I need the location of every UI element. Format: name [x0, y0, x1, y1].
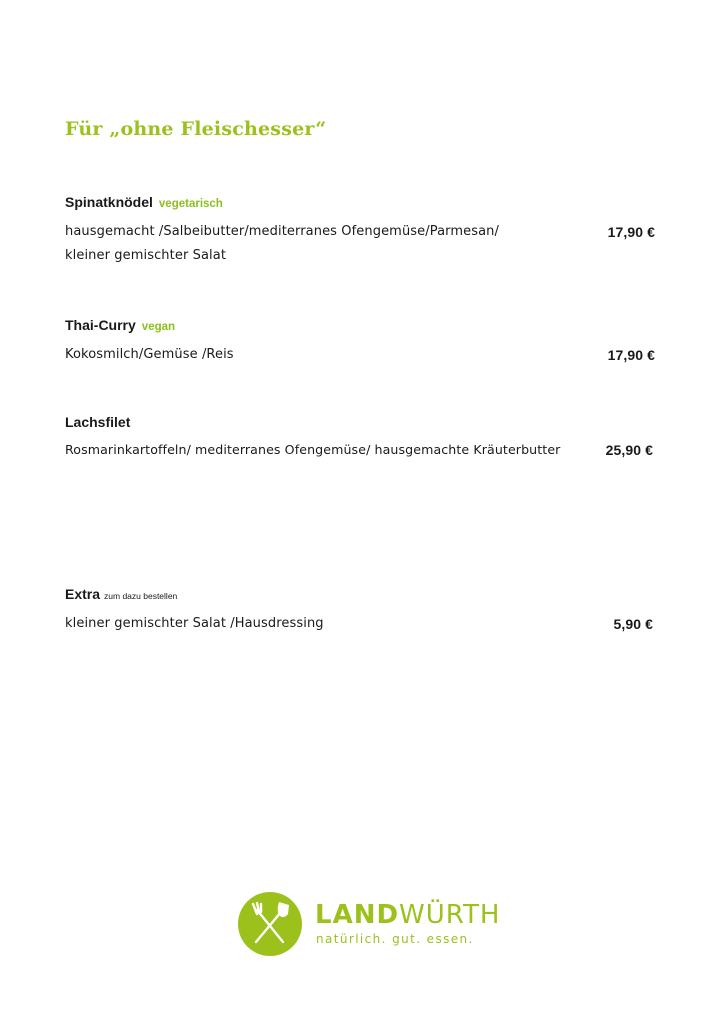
dish-description: kleiner gemischter Salat /Hausdressing — [65, 616, 324, 631]
landwuerth-logo — [238, 892, 518, 958]
dish-extra — [65, 585, 653, 636]
dish-tag-vegetarian: vegetarisch — [158, 198, 223, 210]
dish-lachsfilet — [65, 413, 653, 462]
logo-wordmark — [315, 900, 500, 930]
dish-name: Lachsfilet — [65, 414, 131, 430]
dish-heading — [65, 316, 655, 336]
logo-slogan: natürlich. gut. essen. — [316, 932, 474, 946]
page-title: Für „ohne Fleischesser“ — [65, 118, 327, 140]
dish-tag-vegan: vegan — [141, 321, 176, 333]
dish-tag-extra: zum dazu bestellen — [104, 591, 178, 601]
dish-spinatknoedel — [65, 193, 655, 268]
dish-description: hausgemacht /Salbeibutter/mediterranes Ofengemüse/Parmesan/ — [65, 224, 499, 239]
dish-row — [65, 612, 653, 636]
logo-wordmark-light: WÜRTH — [399, 900, 501, 930]
dish-price: 25,90 € — [605, 442, 653, 458]
dish-heading — [65, 585, 653, 605]
dish-name: Thai-Curry — [65, 317, 136, 333]
dish-heading — [65, 413, 653, 431]
dish-row — [65, 220, 655, 268]
dish-description: Kokosmilch/Gemüse /Reis — [65, 347, 234, 362]
dish-name: Extra — [65, 586, 101, 602]
dish-heading — [65, 193, 655, 213]
dish-price: 17,90 € — [607, 347, 655, 363]
fork-spade-badge-icon — [238, 892, 302, 956]
dish-price: 17,90 € — [607, 224, 655, 240]
dish-description-line2: kleiner gemischter Salat — [65, 248, 227, 263]
dish-name: Spinatknödel — [65, 194, 153, 210]
dish-thai-curry — [65, 316, 655, 367]
dish-price: 5,90 € — [613, 616, 653, 632]
dish-description: Rosmarinkartoffeln/ mediterranes Ofengemüse/ hausgemachte Kräuterbutter — [65, 442, 561, 457]
dish-row — [65, 343, 655, 367]
logo-wordmark-strong: LAND — [315, 900, 400, 930]
dish-row — [65, 438, 653, 462]
